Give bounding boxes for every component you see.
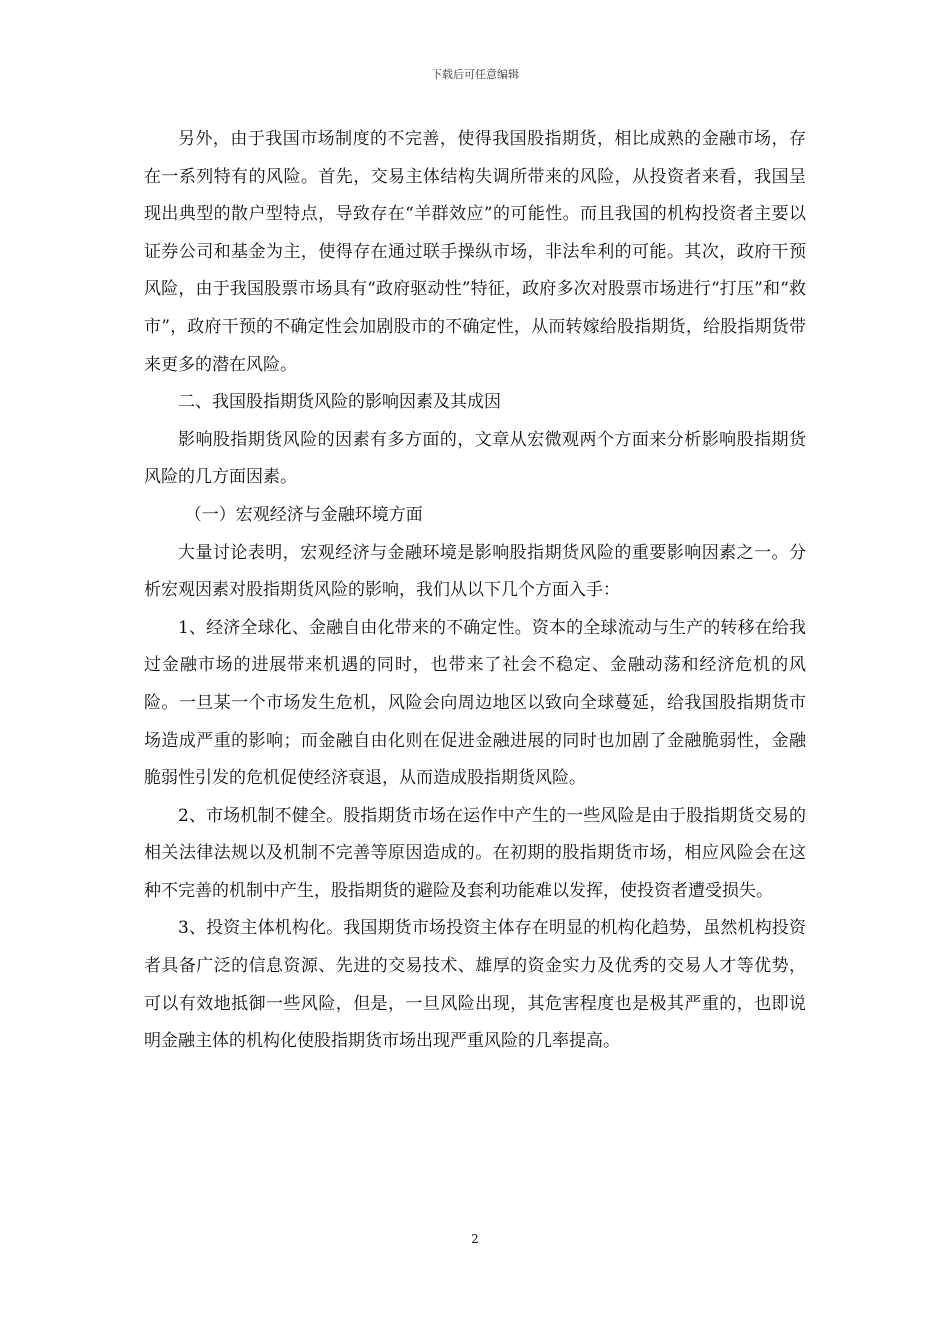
document-body xyxy=(144,121,806,1061)
paragraph-macro-intro: 大量讨论表明，宏观经济与金融环境是影响股指期货风险的重要影响因素之一。分析宏观因素对股指期货风险的影响，我们从以下几个方面入手： xyxy=(144,542,806,601)
page-header: 下载后可任意编辑 xyxy=(431,68,519,81)
section-heading: 二、我国股指期货风险的影响因素及其成因 xyxy=(178,392,501,413)
paragraph-point-1: 1、经济全球化、金融自由化带来的不确定性。资本的全球流动与生产的转移在给我过金融市场的进展带来机遇的同时，也带来了社会不稳定、金融动荡和经济危机的风险。一旦某一个市场发生危机，风险会向周边地区以致向全球蔓延，给我国股指期货市场造成严重的影响；而金融自由化则在促进金融进展的同时也加剧了金融脆弱性，金融脆弱性引发的危机促使经济衰退，从而造成股指期货风险。 xyxy=(144,617,806,789)
paragraph-point-3: 3、投资主体机构化。我国期货市场投资主体存在明显的机构化趋势，虽然机构投资者具备广泛的信息资源、先进的交易技术、雄厚的资金实力及优秀的交易人才等优势，可以有效地抵御一些风险，但是，一旦风险出现，其危害程度也是极其严重的，也即说明金融主体的机构化使股指期货市场出现严重风险的几率提高。 xyxy=(144,918,806,1052)
paragraph-intro: 另外，由于我国市场制度的不完善，使得我国股指期货，相比成熟的金融市场，存在一系列特有的风险。首先，交易主体结构失调所带来的风险，从投资者来看，我国呈现出典型的散户型特点，导致存在“羊群效应”的可能性。而且我国的机构投资者主要以证券公司和基金为主，使得存在通过联手操纵市场，非法牟利的可能。其次，政府干预风险，由于我国股票市场具有“政府驱动性”特征，政府多次对股票市场进行“打压”和“救市”，政府干预的不确定性会加剧股市的不确定性，从而转嫁给股指期货，给股指期货带来更多的潜在风险。 xyxy=(144,129,806,375)
paragraph-point-2: 2、市场机制不健全。股指期货市场在运作中产生的一些风险是由于股指期货交易的相关法律法规以及机制不完善等原因造成的。在初期的股指期货市场，相应风险会在这种不完善的机制中产生，股指期货的避险及套利功能难以发挥，使投资者遭受损失。 xyxy=(144,805,806,901)
paragraph-overview: 影响股指期货风险的因素有多方面的，文章从宏微观两个方面来分析影响股指期货风险的几方面因素。 xyxy=(144,429,806,488)
page-number: 2 xyxy=(471,1232,479,1246)
subsection-heading: （一）宏观经济与金融环境方面 xyxy=(184,504,423,525)
